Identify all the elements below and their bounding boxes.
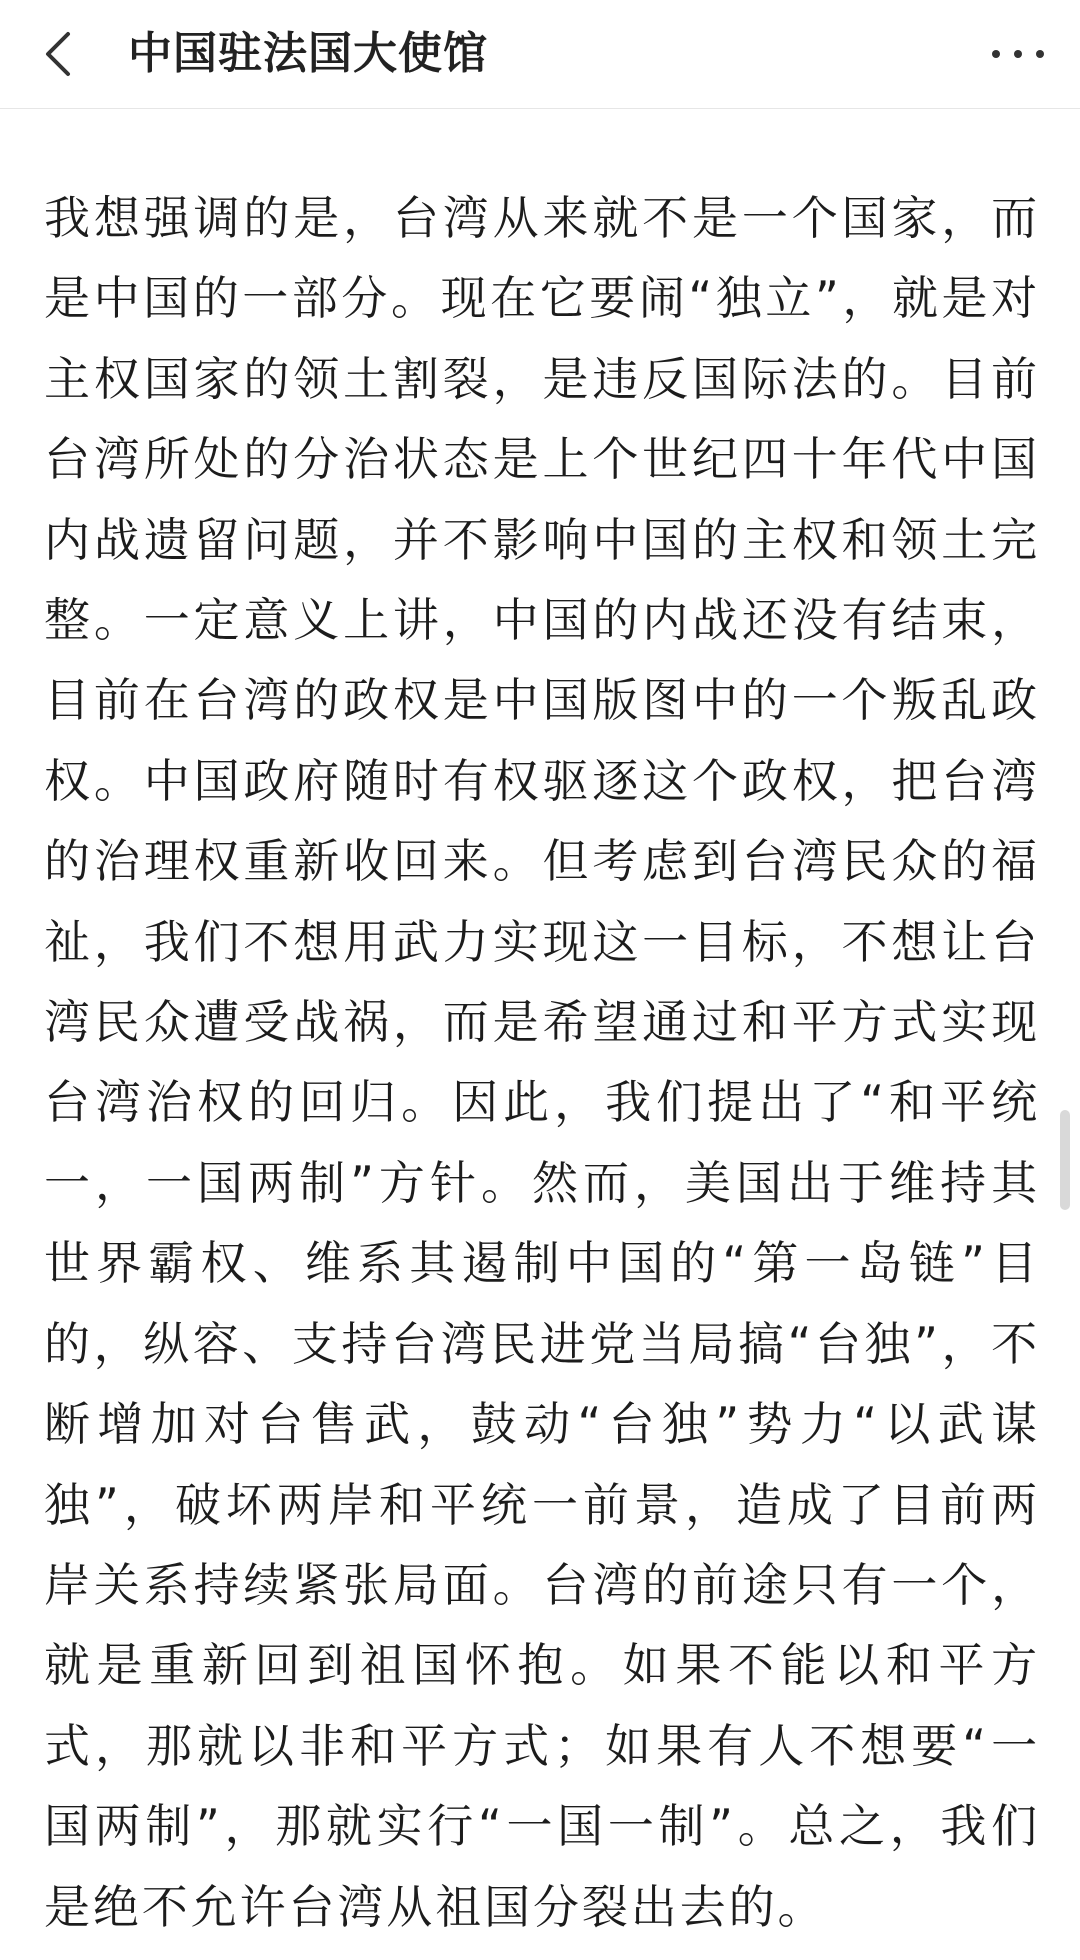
- page-title: 中国驻法国大使馆: [128, 28, 488, 79]
- top-bar: [0, 0, 1080, 109]
- chevron-left-icon: [38, 30, 78, 78]
- more-horizontal-icon: [988, 46, 1048, 62]
- back-button[interactable]: [24, 20, 92, 88]
- scrollbar-thumb[interactable]: [1060, 1110, 1070, 1210]
- article-body: 我想强调的是，台湾从来就不是一个国家，而是中国的一部分。现在它要闹“独立”，就是对主权国家的领土割裂，是违反国际法的。目前台湾所处的分治状态是上个世纪四十年代中国内战遗留问题，并不影响中国的主权和领土完整。一定意义上讲，中国的内战还没有结束，目前在台湾的政权是中国版图中的一个叛乱政权。中国政府随时有权驱逐这个政权，把台湾的治理权重新收回来。但考虑到台湾民众的福祉，我们不想用武力实现这一目标，不想让台湾民众遭受战祸，而是希望通过和平方式实现台湾治权的回归。因此，我们提出了“和平统一，一国两制”方针。然而，美国出于维持其世界霸权、维系其遏制中国的“第一岛链”目的，纵容、支持台湾民进党当局搞“台独”，不断增加对台售武，鼓动“台独”势力“以武谋独”，破坏两岸和平统一前景，造成了目前两岸关系持续紧张局面。台湾的前途只有一个，就是重新回到祖国怀抱。如果不能以和平方式，那就以非和平方式；如果有人不想要“一国两制”，那就实行“一国一制”。总之，我们是绝不允许台湾从祖国分裂出去的。: [44, 191, 1040, 1934]
- more-button[interactable]: [978, 22, 1058, 86]
- article-content[interactable]: [0, 108, 1080, 1960]
